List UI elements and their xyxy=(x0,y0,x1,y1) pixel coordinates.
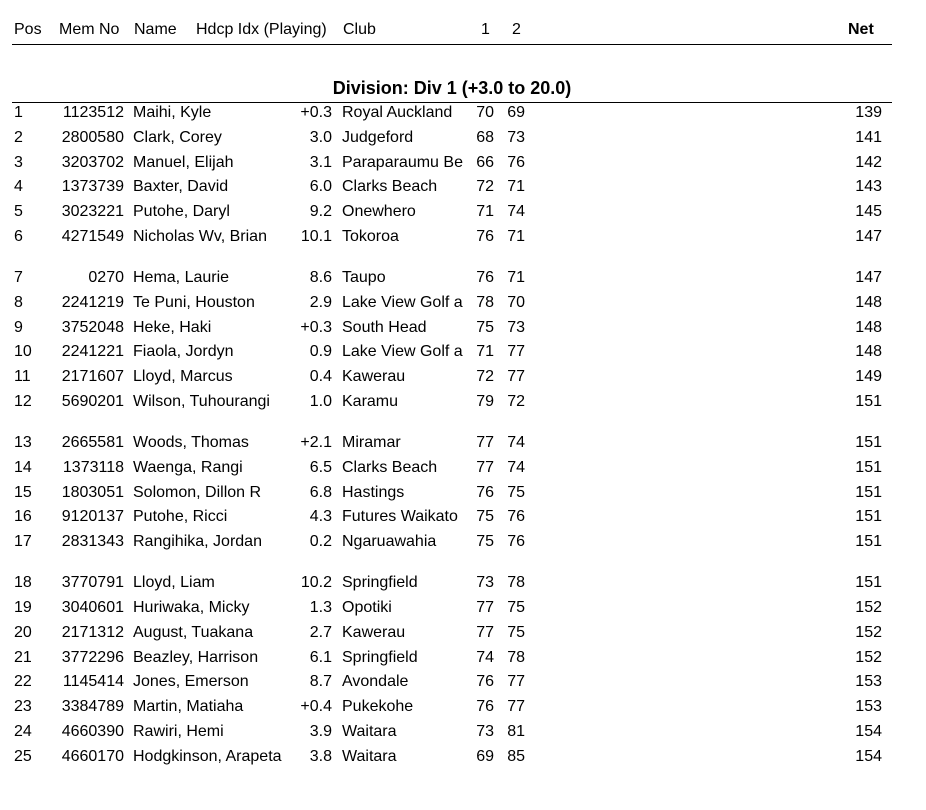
handicap-cell: 0.4 xyxy=(309,368,332,386)
round-2-cell: 71 xyxy=(507,178,525,196)
mem-no-cell: 9120137 xyxy=(61,508,124,526)
pos-cell: 5 xyxy=(14,203,23,221)
name-cell: Waenga, Rangi xyxy=(133,458,243,476)
mem-no-cell: 1145414 xyxy=(62,673,124,691)
mem-no-cell: 3203702 xyxy=(61,153,124,171)
pos-cell: 24 xyxy=(14,722,32,740)
net-cell: 153 xyxy=(855,698,882,716)
name-cell: August, Tuakana xyxy=(133,623,254,641)
mem-no-cell: 4660170 xyxy=(61,747,124,765)
pos-cell: 7 xyxy=(14,268,23,286)
pos-cell: 17 xyxy=(14,533,32,551)
round-1-cell: 76 xyxy=(476,698,494,716)
round-2-cell: 75 xyxy=(507,598,525,616)
handicap-cell: +0.3 xyxy=(300,104,332,121)
handicap-cell: 0.2 xyxy=(309,533,332,551)
name-cell: Hodgkinson, Arapeta xyxy=(133,747,282,765)
round-1-cell: 78 xyxy=(476,293,494,311)
table-row xyxy=(0,294,926,319)
club-cell: Clarks Beach xyxy=(342,178,438,196)
round-1-cell: 69 xyxy=(476,747,494,765)
net-cell: 154 xyxy=(855,722,882,740)
pos-cell: 10 xyxy=(14,343,32,361)
handicap-cell: 2.9 xyxy=(309,293,332,311)
table-row xyxy=(0,393,926,434)
pos-cell: 4 xyxy=(14,178,23,196)
club-cell: Kawerau xyxy=(342,368,406,386)
handicap-cell: 8.7 xyxy=(309,673,332,691)
table-row xyxy=(0,203,926,228)
round-2-cell: 75 xyxy=(507,483,525,501)
pos-cell: 3 xyxy=(14,153,23,171)
net-cell: 151 xyxy=(855,533,882,551)
pos-cell: 22 xyxy=(14,673,32,691)
name-cell: Putohe, Daryl xyxy=(133,203,230,221)
pos-cell: 11 xyxy=(14,368,31,386)
mem-no-cell: 2171312 xyxy=(61,623,124,641)
round-1-cell: 74 xyxy=(476,648,494,666)
pos-cell: 21 xyxy=(14,648,32,666)
club-cell: Lake View Golf a xyxy=(342,293,463,311)
table-row xyxy=(0,748,926,789)
net-cell: 152 xyxy=(855,648,882,666)
round-1-cell: 76 xyxy=(476,268,494,286)
handicap-cell: 4.3 xyxy=(309,508,332,526)
table-row xyxy=(0,624,926,649)
handicap-cell: 10.1 xyxy=(300,227,332,245)
name-cell: Huriwaka, Micky xyxy=(133,598,250,616)
club-cell: Royal Auckland xyxy=(342,104,453,121)
table-row xyxy=(0,599,926,624)
name-cell: Rangihika, Jordan xyxy=(133,533,262,551)
club-cell: Taupo xyxy=(342,268,386,286)
round-2-cell: 85 xyxy=(507,747,525,765)
pos-cell: 20 xyxy=(14,623,32,641)
mem-no-cell: 3770791 xyxy=(61,574,124,592)
handicap-cell: +2.1 xyxy=(300,433,332,451)
pos-cell: 23 xyxy=(14,698,32,716)
name-cell: Hema, Laurie xyxy=(133,268,230,286)
round-1-cell: 73 xyxy=(476,574,494,592)
round-2-cell: 75 xyxy=(507,623,525,641)
name-cell: Beazley, Harrison xyxy=(133,648,259,666)
net-cell: 147 xyxy=(855,227,882,245)
name-cell: Maihi, Kyle xyxy=(133,104,212,121)
round-1-cell: 73 xyxy=(476,722,494,740)
handicap-cell: 3.8 xyxy=(309,747,332,765)
club-cell: South Head xyxy=(342,318,427,336)
net-cell: 154 xyxy=(855,747,882,765)
round-1-cell: 79 xyxy=(476,392,494,410)
results-table xyxy=(0,104,926,789)
round-1-cell: 77 xyxy=(476,598,494,616)
net-cell: 142 xyxy=(855,153,882,171)
handicap-cell: 9.2 xyxy=(309,203,332,221)
round-2-cell: 78 xyxy=(507,648,525,666)
net-cell: 148 xyxy=(855,293,882,311)
table-row xyxy=(0,269,926,294)
handicap-cell: 6.0 xyxy=(309,178,332,196)
net-cell: 139 xyxy=(855,104,882,121)
table-row xyxy=(0,343,926,368)
net-cell: 141 xyxy=(855,128,882,146)
pos-cell: 9 xyxy=(14,318,23,336)
name-cell: Lloyd, Marcus xyxy=(133,368,233,386)
pos-cell: 15 xyxy=(14,483,32,501)
table-row xyxy=(0,698,926,723)
mem-no-cell: 2665581 xyxy=(61,433,124,451)
mem-no-cell: 4660390 xyxy=(61,722,124,740)
pos-cell: 1 xyxy=(14,104,23,121)
club-cell: Ngaruawahia xyxy=(342,533,437,551)
club-cell: Onewhero xyxy=(342,203,416,221)
name-cell: Manuel, Elijah xyxy=(133,153,234,171)
header-divider xyxy=(12,44,892,45)
table-row xyxy=(0,434,926,459)
net-cell: 152 xyxy=(855,623,882,641)
mem-no-cell: 3023221 xyxy=(61,203,124,221)
table-row xyxy=(0,673,926,698)
pos-cell: 6 xyxy=(14,227,23,245)
mem-no-cell: 0270 xyxy=(88,268,124,286)
net-cell: 143 xyxy=(855,178,882,196)
pos-cell: 14 xyxy=(14,458,32,476)
round-1-cell: 76 xyxy=(476,673,494,691)
round-2-cell: 74 xyxy=(507,203,525,221)
mem-no-cell: 3752048 xyxy=(61,318,124,336)
round-1-cell: 77 xyxy=(476,623,494,641)
header-hdcp: Hdcp Idx (Playing) xyxy=(196,21,327,38)
pos-cell: 12 xyxy=(14,392,32,410)
net-cell: 152 xyxy=(855,598,882,616)
round-2-cell: 69 xyxy=(507,104,525,121)
table-row xyxy=(0,484,926,509)
club-cell: Tokoroa xyxy=(342,227,399,245)
round-2-cell: 74 xyxy=(507,458,525,476)
net-cell: 153 xyxy=(855,673,882,691)
header-club: Club xyxy=(343,21,376,38)
club-cell: Pukekohe xyxy=(342,698,414,716)
club-cell: Waitara xyxy=(342,722,397,740)
mem-no-cell: 5690201 xyxy=(61,392,124,410)
table-row xyxy=(0,723,926,748)
header-round-1: 1 xyxy=(481,21,490,38)
round-1-cell: 71 xyxy=(476,203,494,221)
mem-no-cell: 2241221 xyxy=(61,343,124,361)
pos-cell: 13 xyxy=(14,433,32,451)
handicap-cell: 6.8 xyxy=(309,483,332,501)
mem-no-cell: 3040601 xyxy=(61,598,124,616)
handicap-cell: 3.0 xyxy=(309,128,332,146)
net-cell: 151 xyxy=(855,458,882,476)
name-cell: Wilson, Tuhourangi xyxy=(133,392,270,410)
round-1-cell: 77 xyxy=(476,458,494,476)
round-1-cell: 77 xyxy=(476,433,494,451)
table-row xyxy=(0,368,926,393)
handicap-cell: 8.6 xyxy=(309,268,332,286)
round-1-cell: 75 xyxy=(476,508,494,526)
round-1-cell: 75 xyxy=(476,318,494,336)
table-row xyxy=(0,459,926,484)
name-cell: Clark, Corey xyxy=(133,128,222,146)
round-2-cell: 77 xyxy=(507,698,525,716)
club-cell: Springfield xyxy=(342,648,418,666)
name-cell: Putohe, Ricci xyxy=(133,508,228,526)
club-cell: Judgeford xyxy=(342,128,414,146)
mem-no-cell: 3384789 xyxy=(61,698,124,716)
club-cell: Opotiki xyxy=(342,598,392,616)
name-cell: Woods, Thomas xyxy=(133,433,249,451)
net-cell: 148 xyxy=(855,318,882,336)
club-cell: Kawerau xyxy=(342,623,406,641)
net-cell: 145 xyxy=(855,203,882,221)
mem-no-cell: 2171607 xyxy=(61,368,124,386)
net-cell: 151 xyxy=(855,483,882,501)
header-pos: Pos xyxy=(14,21,42,38)
club-cell: Clarks Beach xyxy=(342,458,438,476)
table-row xyxy=(0,178,926,203)
pos-cell: 18 xyxy=(14,574,32,592)
club-cell: Hastings xyxy=(342,483,405,501)
mem-no-cell: 1373118 xyxy=(62,458,124,476)
round-1-cell: 75 xyxy=(476,533,494,551)
mem-no-cell: 1803051 xyxy=(61,483,124,501)
handicap-cell: 6.1 xyxy=(309,648,332,666)
round-1-cell: 68 xyxy=(476,128,494,146)
round-2-cell: 78 xyxy=(507,574,525,592)
table-row xyxy=(0,508,926,533)
name-cell: Martin, Matiaha xyxy=(133,698,244,716)
round-1-cell: 72 xyxy=(476,178,494,196)
club-cell: Miramar xyxy=(342,433,401,451)
mem-no-cell: 3772296 xyxy=(61,648,124,666)
club-cell: Avondale xyxy=(342,673,409,691)
table-row xyxy=(0,533,926,574)
name-cell: Solomon, Dillon R xyxy=(133,483,262,501)
handicap-cell: 1.3 xyxy=(309,598,332,616)
name-cell: Rawiri, Hemi xyxy=(133,722,224,740)
club-cell: Waitara xyxy=(342,747,397,765)
club-cell: Futures Waikato xyxy=(342,508,458,526)
handicap-cell: 0.9 xyxy=(309,343,332,361)
round-2-cell: 76 xyxy=(507,533,525,551)
pos-cell: 25 xyxy=(14,747,32,765)
mem-no-cell: 1373739 xyxy=(61,178,124,196)
header-net: Net xyxy=(848,21,874,38)
round-2-cell: 71 xyxy=(507,268,525,286)
handicap-cell: 1.0 xyxy=(309,392,332,410)
table-row xyxy=(0,228,926,269)
name-cell: Baxter, David xyxy=(133,178,229,196)
name-cell: Fiaola, Jordyn xyxy=(133,343,234,361)
net-cell: 151 xyxy=(855,574,882,592)
round-1-cell: 66 xyxy=(476,153,494,171)
mem-no-cell: 2831343 xyxy=(61,533,124,551)
division-divider xyxy=(12,102,892,103)
net-cell: 151 xyxy=(855,392,882,410)
handicap-cell: 2.7 xyxy=(309,623,332,641)
round-2-cell: 81 xyxy=(507,722,525,740)
net-cell: 149 xyxy=(855,368,882,386)
net-cell: 151 xyxy=(855,433,882,451)
name-cell: Jones, Emerson xyxy=(133,673,249,691)
club-cell: Paraparaumu Be xyxy=(342,153,463,171)
header-round-2: 2 xyxy=(512,21,521,38)
pos-cell: 19 xyxy=(14,598,32,616)
name-cell: Heke, Haki xyxy=(133,318,212,336)
round-2-cell: 76 xyxy=(507,153,525,171)
mem-no-cell: 1123512 xyxy=(62,104,124,121)
round-2-cell: 76 xyxy=(507,508,525,526)
net-cell: 147 xyxy=(855,268,882,286)
handicap-cell: 3.1 xyxy=(309,153,332,171)
round-1-cell: 71 xyxy=(476,343,494,361)
pos-cell: 16 xyxy=(14,508,32,526)
pos-cell: 8 xyxy=(14,293,23,311)
net-cell: 148 xyxy=(855,343,882,361)
round-2-cell: 71 xyxy=(507,227,525,245)
mem-no-cell: 2241219 xyxy=(61,293,124,311)
handicap-cell: +0.4 xyxy=(300,698,332,716)
table-row xyxy=(0,574,926,599)
club-cell: Lake View Golf a xyxy=(342,343,463,361)
table-row xyxy=(0,129,926,154)
mem-no-cell: 2800580 xyxy=(61,128,124,146)
round-2-cell: 72 xyxy=(507,392,525,410)
table-row xyxy=(0,319,926,344)
round-1-cell: 70 xyxy=(476,104,494,121)
header-mem-no: Mem No xyxy=(59,21,120,38)
round-2-cell: 77 xyxy=(507,368,525,386)
table-row xyxy=(0,104,926,129)
mem-no-cell: 4271549 xyxy=(61,227,124,245)
round-2-cell: 73 xyxy=(507,128,525,146)
table-row xyxy=(0,649,926,674)
header-name: Name xyxy=(134,21,177,38)
handicap-cell: 3.9 xyxy=(309,722,332,740)
net-cell: 151 xyxy=(855,508,882,526)
pos-cell: 2 xyxy=(14,128,23,146)
round-1-cell: 76 xyxy=(476,227,494,245)
handicap-cell: 10.2 xyxy=(300,574,332,592)
name-cell: Lloyd, Liam xyxy=(133,574,215,592)
handicap-cell: 6.5 xyxy=(309,458,332,476)
round-2-cell: 74 xyxy=(507,433,525,451)
round-1-cell: 72 xyxy=(476,368,494,386)
club-cell: Springfield xyxy=(342,574,418,592)
round-1-cell: 76 xyxy=(476,483,494,501)
round-2-cell: 77 xyxy=(507,343,525,361)
name-cell: Te Puni, Houston xyxy=(133,293,255,311)
round-2-cell: 73 xyxy=(507,318,525,336)
club-cell: Karamu xyxy=(342,392,399,410)
name-cell: Nicholas Wv, Brian xyxy=(133,227,267,245)
table-row xyxy=(0,154,926,179)
round-2-cell: 70 xyxy=(507,293,525,311)
handicap-cell: +0.3 xyxy=(300,318,332,336)
round-2-cell: 77 xyxy=(507,673,525,691)
division-title: Division: Div 1 (+3.0 to 20.0) xyxy=(332,78,572,98)
